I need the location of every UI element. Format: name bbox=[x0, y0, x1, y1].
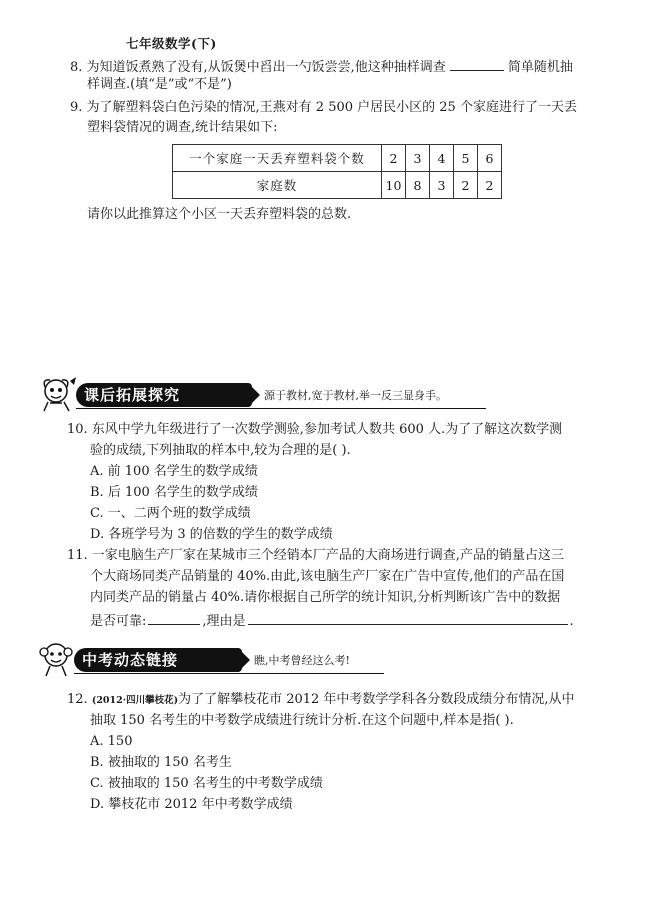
section-title-extension: 课后拓展探究 bbox=[76, 383, 252, 407]
banner-underline bbox=[76, 408, 486, 409]
question-12-option-b: B. 被抽取的 150 名考生 bbox=[90, 755, 232, 770]
table-cell: 8 bbox=[406, 172, 430, 199]
table-cell: 3 bbox=[430, 172, 454, 199]
section-title-exam: 中考动态链接 bbox=[74, 648, 242, 672]
question-11-reason-label: ,理由是 bbox=[202, 614, 246, 629]
question-11-reason-blank[interactable] bbox=[248, 610, 568, 625]
question-11-line-1: 11. 一家电脑生产厂家在某城市三个经销本厂产品的大商场进行调查,产品的销量占这三 bbox=[67, 548, 564, 563]
question-10-option-b: B. 后 100 名学生的数学成绩 bbox=[90, 485, 258, 500]
table-cell: 6 bbox=[478, 145, 502, 172]
table-cell: 2 bbox=[382, 145, 406, 172]
question-12-text: 为了了解攀枝花市 2012 年中考数学学科各分数段成绩分布情况,从中 bbox=[178, 692, 575, 707]
question-10-line-2: 验的成绩,下列抽取的样本中,较为合理的是( ). bbox=[90, 443, 351, 458]
question-10-line-1: 10. 东风中学九年级进行了一次数学测验,参加考试人数共 600 人.为了了解这次数学测 bbox=[67, 422, 563, 437]
question-10-option-c: C. 一、二两个班的数学成绩 bbox=[90, 506, 251, 521]
question-9-data-table bbox=[172, 144, 502, 199]
question-8-text-b: 简单随机抽 bbox=[507, 60, 573, 75]
question-8-line-2: 样调查.(填“是”或“不是”) bbox=[87, 77, 232, 92]
question-11-period: . bbox=[569, 614, 574, 629]
table-cell: 4 bbox=[430, 145, 454, 172]
question-8-text-a: 8. 为知道饭煮熟了没有,从饭煲中舀出一勺饭尝尝,他这种抽样调查 bbox=[70, 60, 446, 75]
question-12-number: 12. bbox=[67, 692, 88, 707]
table-row-label-families: 家庭数 bbox=[173, 172, 382, 199]
question-9-prompt: 请你以此推算这个小区一天丢弃塑料袋的总数. bbox=[87, 207, 352, 222]
question-12-source: (2012·四川攀枝花) bbox=[91, 695, 179, 706]
question-12-option-d: D. 攀枝花市 2012 年中考数学成绩 bbox=[90, 797, 293, 812]
page-header-title: 七年级数学(下) bbox=[126, 36, 217, 51]
section-subtitle-extension: 源于教材,宽于教材,举一反三显身手。 bbox=[264, 389, 447, 402]
question-8-answer-blank[interactable] bbox=[450, 56, 504, 71]
section-banner-extension bbox=[36, 383, 456, 409]
question-11-line-4 bbox=[90, 610, 574, 631]
section-banner-exam bbox=[36, 648, 356, 674]
question-10-option-a: A. 前 100 名学生的数学成绩 bbox=[90, 464, 258, 479]
banner-arrow-icon bbox=[236, 383, 260, 407]
banner-arrow-icon bbox=[226, 648, 250, 672]
cartoon-mascot-icon bbox=[36, 375, 80, 413]
table-cell: 2 bbox=[478, 172, 502, 199]
question-9-line-1: 9. 为了解塑料袋白色污染的情况,王燕对有 2 500 户居民小区的 25 个家庭进行了一天丢 bbox=[70, 100, 577, 115]
table-row bbox=[173, 172, 502, 199]
table-cell: 5 bbox=[454, 145, 478, 172]
question-8-line-1 bbox=[70, 56, 573, 77]
question-12-line-1 bbox=[67, 691, 575, 710]
table-cell: 3 bbox=[406, 145, 430, 172]
question-9-line-2: 塑料袋情况的调查,统计结果如下: bbox=[87, 120, 278, 135]
table-row bbox=[173, 145, 502, 172]
question-10-option-d: D. 各班学号为 3 的倍数的学生的数学成绩 bbox=[90, 527, 333, 542]
table-row-label-bags: 一个家庭一天丢弃塑料袋个数 bbox=[173, 145, 382, 172]
question-11-reliable-blank[interactable] bbox=[148, 610, 200, 625]
question-11-line-3: 内同类产品的销量占 40%.请你根据自己所学的统计知识,分析判断该广告中的数据 bbox=[90, 590, 561, 605]
table-cell: 10 bbox=[382, 172, 406, 199]
question-11-line-2: 个大商场同类产品销量的 40%.由此,该电脑生产厂家在广告中宣传,他们的产品在国 bbox=[90, 569, 565, 584]
monkey-mascot-icon bbox=[36, 640, 76, 678]
question-12-option-c: C. 被抽取的 150 名考生的中考数学成绩 bbox=[90, 776, 323, 791]
table-cell: 2 bbox=[454, 172, 478, 199]
question-11-reliable-label: 是否可靠: bbox=[90, 614, 147, 629]
banner-underline bbox=[74, 673, 384, 674]
section-subtitle-exam: 瞧,中考曾经这么考! bbox=[254, 654, 350, 667]
question-12-line-2: 抽取 150 名考生的中考数学成绩进行统计分析.在这个问题中,样本是指( ). bbox=[90, 713, 514, 728]
question-12-option-a: A. 150 bbox=[90, 734, 133, 749]
